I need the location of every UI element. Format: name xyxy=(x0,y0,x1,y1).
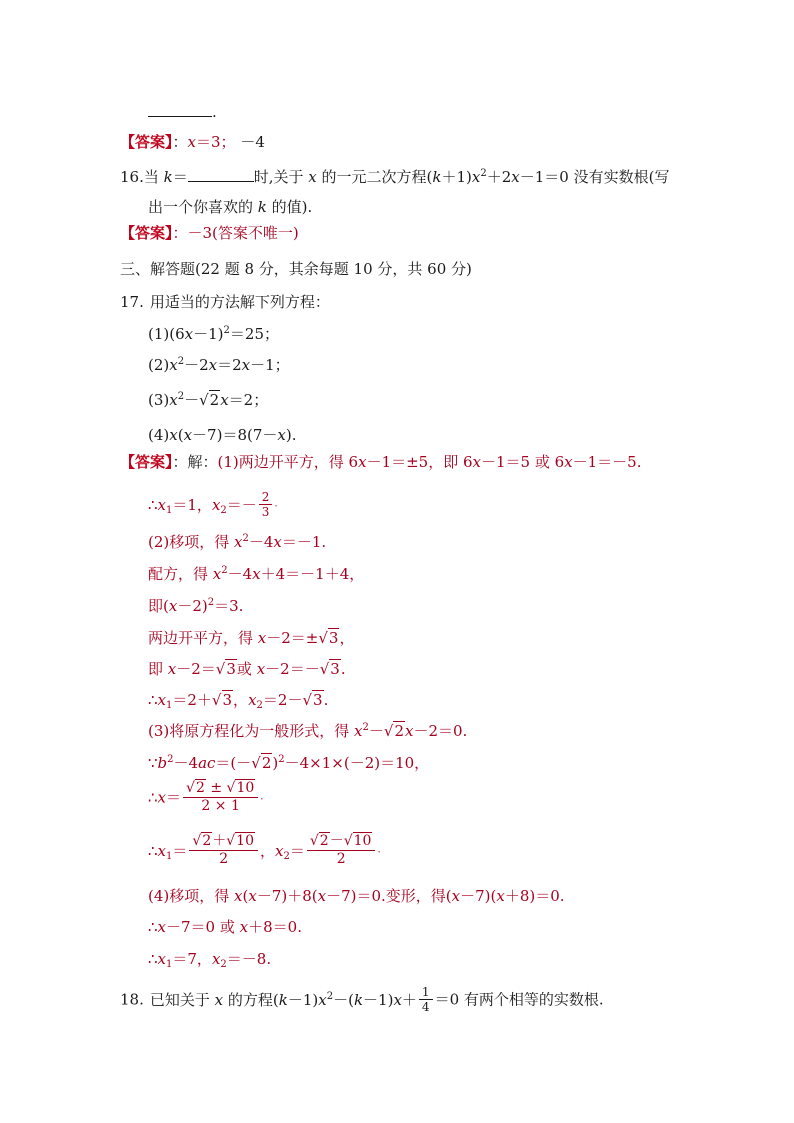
q17-item-1 xyxy=(148,323,279,345)
fraction: $\frac{√2 \pm √10}{2 \times 1}$ xyxy=(183,780,258,815)
q17-solution-11: ∴x＝ $\frac{√2 \pm √10}{2 \times 1}$ . xyxy=(148,780,264,814)
q16-number: 16. xyxy=(120,168,144,186)
q17-item-3 xyxy=(148,389,268,411)
q16-answer xyxy=(120,222,299,244)
fraction: $\frac{√2+√10}{2}$ xyxy=(189,833,258,868)
q17-item-2-text: $(2)x^2-2x=2x-1$； xyxy=(148,356,290,374)
q16-answer-text: ：－3(答案不唯一) xyxy=(172,224,299,242)
fraction: $\frac{2}{3}$ xyxy=(259,490,273,519)
q17-solution-15: $\therefore x_1=7$，$x_2=-8$. xyxy=(148,950,272,970)
q16-text-3: 出一个你喜欢的 k 的值). xyxy=(148,198,313,216)
q17-solution-8: $\therefore x_1=2+√3$，$x_2=2-√3$. xyxy=(148,691,329,711)
q17-solution-3: (2)移项，得 $x^2-4x=-1$. xyxy=(148,533,327,551)
q17-solution-12: $\therefore x_1=$ $\frac{√2+√10}{2}$ ，$x_2=$ $\frac{√2-√10}{2}$ . xyxy=(148,833,381,867)
q17-item-4-text: (4)x(x－7)＝8(7－x). xyxy=(148,426,297,444)
answer-blank xyxy=(188,165,254,182)
section-heading: 三、解答题(22 题 8 分，其余每题 10 分，共 60 分) xyxy=(120,260,472,278)
q17-solution-9: (3)将原方程化为一般形式，得 $x^2-√2x-2=0$. xyxy=(148,722,468,740)
q17-solution-5: 即$(x-2)^2=3$. xyxy=(148,597,244,615)
q15-answer xyxy=(120,131,265,153)
q15-blank-line xyxy=(148,100,217,122)
q16-text-1: 当 k＝ xyxy=(143,168,188,186)
q17-solution-7: 即 x－2＝√3或 x－2＝－√3. xyxy=(148,660,346,678)
q15-tail: . xyxy=(212,103,217,121)
q17-solution-2: $\therefore x_1=1$，$x_2=-$ $\frac{2}{3}$ . xyxy=(148,490,278,519)
q18-line xyxy=(120,985,604,1023)
q16-line-1 xyxy=(120,165,669,187)
q17-item-1-text: $(1)(6x-1)^2=25$； xyxy=(148,325,279,343)
q18-text-a: 已知关于 x 的方程$(k-1)x^2-(k-1)x+$ xyxy=(149,990,417,1009)
q18-number: 18. xyxy=(120,990,144,1009)
q17-solution-13: (4)移项，得 x(x－7)＋8(x－7)＝0.变形，得(x－7)(x＋8)＝0. xyxy=(148,887,565,905)
q17-prompt-line xyxy=(120,291,330,313)
q17-number: 17. xyxy=(120,293,144,311)
answer-blank xyxy=(148,100,212,117)
answer-tag: 【答案】 xyxy=(120,453,173,471)
q17-item-2 xyxy=(148,354,290,376)
q17-item-3-text: $(3)x^2-√2x=2$； xyxy=(148,391,269,409)
q16-line-2 xyxy=(148,196,312,218)
q15-answer-text: ：x＝3； －4 xyxy=(172,133,265,151)
q17-solution-4: 配方，得 $x^2-4x+4=-1+4$， xyxy=(148,565,365,583)
fraction: $\frac{1}{4}$ xyxy=(419,985,433,1014)
q17-answer-line-1 xyxy=(120,451,642,473)
q18-text-b: ＝0 有两个相等的实数根. xyxy=(434,990,604,1009)
q17-prompt: 用适当的方法解下列方程： xyxy=(149,293,330,311)
q17-solution-14: ∴x－7＝0 或 x＋8＝0. xyxy=(148,918,302,936)
answer-tag: 【答案】 xyxy=(120,133,173,151)
q17-solution-10: $\because b^2-4ac=(-√2)^2-4\times 1\times(-2)=10$， xyxy=(148,754,430,772)
q16-text-2: 时,关于 x 的一元二次方程$(k+1)x^2+2x-1=0$ 没有实数根(写 xyxy=(253,168,670,186)
fraction: $\frac{√2-√10}{2}$ xyxy=(307,833,376,868)
q17-item-4 xyxy=(148,424,296,446)
q17-solution-1: ：解：(1)两边开平方，得 6x－1＝±5，即 6x－1＝5 或 6x－1＝－5. xyxy=(172,453,642,471)
answer-tag: 【答案】 xyxy=(120,224,173,242)
q17-solution-6: 两边开平方，得 x－2＝±√3， xyxy=(148,629,355,647)
